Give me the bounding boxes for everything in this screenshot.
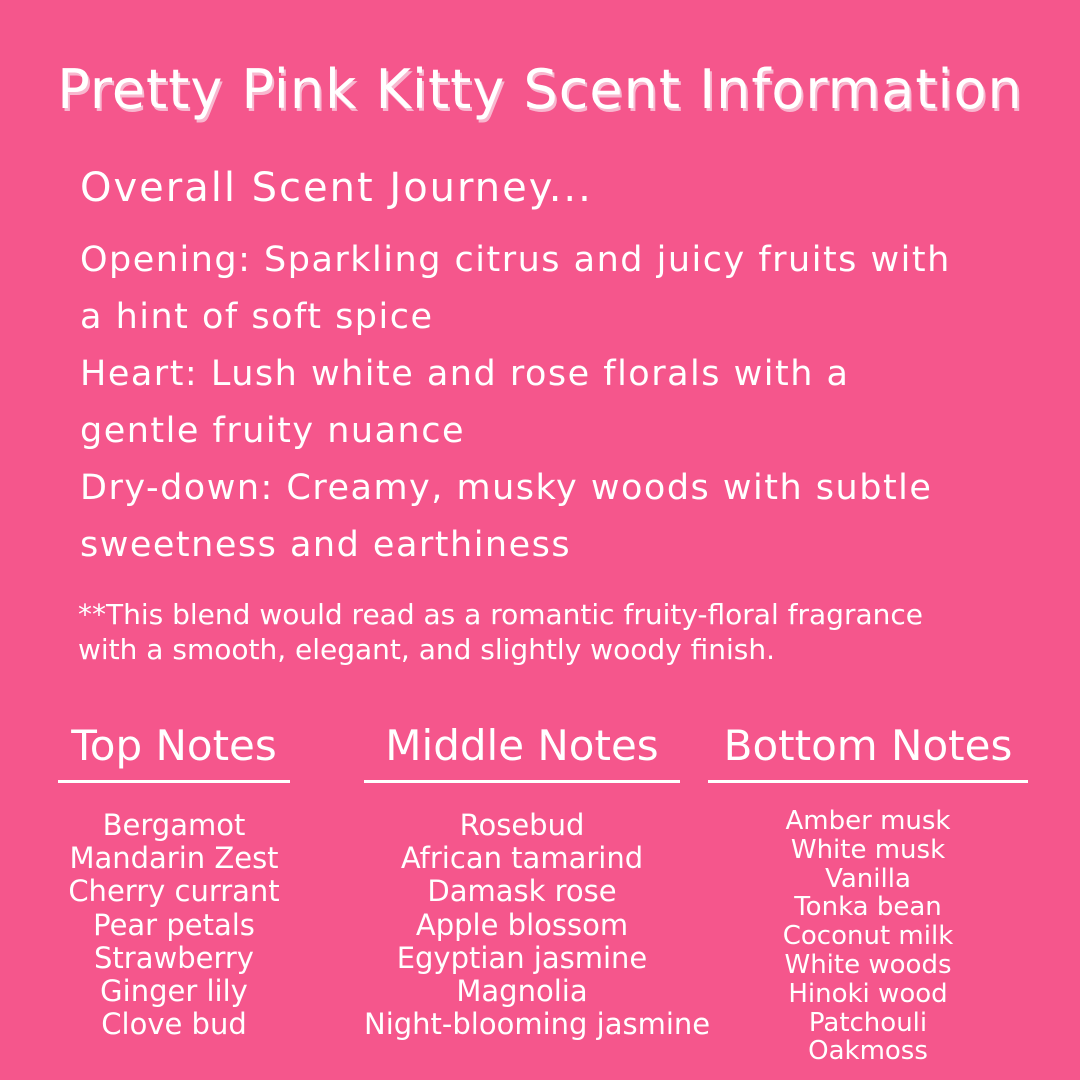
journey-description [80, 232, 1030, 574]
bottom-notes-list [708, 807, 1028, 1066]
list-item: Pear petals [93, 907, 255, 942]
list-item: Hinoki wood [788, 978, 948, 1009]
journey-line: Heart: Lush white and rose florals with a [80, 354, 850, 394]
list-item: Strawberry [94, 940, 254, 975]
list-item: White woods [784, 949, 952, 980]
blend-note [78, 597, 1038, 667]
list-item: Vanilla [825, 863, 911, 894]
journey-line: Opening: Sparkling citrus and juicy fruits with [80, 240, 951, 280]
middle-notes-heading: Middle Notes [364, 716, 680, 783]
blend-note-line: **This blend would read as a romantic fruity-floral fragrance [78, 598, 923, 631]
list-item: Cherry currant [68, 874, 280, 909]
list-item: Oakmoss [808, 1036, 928, 1067]
list-item: Patchouli [808, 1007, 928, 1038]
bottom-notes-heading: Bottom Notes [708, 716, 1028, 783]
list-item: Night-blooming jasmine [364, 1007, 711, 1042]
top-notes-list [58, 809, 290, 1041]
list-item: Bergamot [102, 808, 246, 842]
list-item: White musk [790, 834, 946, 865]
list-item: African tamarind [400, 841, 644, 876]
list-item: Mandarin Zest [69, 841, 279, 876]
list-item: Damask rose [427, 874, 617, 909]
middle-notes-list [364, 808, 711, 1042]
list-item: Amber musk [785, 806, 951, 836]
middle-notes-column [364, 716, 711, 1042]
top-notes-column [58, 716, 290, 1041]
list-item: Coconut milk [782, 921, 954, 952]
journey-line: sweetness and earthiness [80, 525, 572, 565]
list-item: Tonka bean [794, 892, 942, 923]
top-notes-heading: Top Notes [58, 716, 290, 783]
list-item: Ginger lily [100, 974, 248, 1009]
journey-heading: Overall Scent Journey... [80, 165, 593, 211]
list-item: Rosebud [459, 808, 585, 842]
list-item: Egyptian jasmine [396, 940, 648, 975]
bottom-notes-column [708, 716, 1028, 1066]
journey-line: a hint of soft spice [80, 297, 434, 337]
list-item: Magnolia [456, 974, 588, 1009]
blend-note-line: with a smooth, elegant, and slightly woody finish. [78, 633, 775, 666]
journey-line: gentle fruity nuance [80, 411, 465, 451]
list-item: Clove bud [101, 1007, 247, 1042]
list-item: Apple blossom [415, 907, 629, 942]
journey-line: Dry-down: Creamy, musky woods with subtle [80, 468, 933, 508]
title: Pretty Pink Kitty Scent Information [57, 58, 1023, 121]
